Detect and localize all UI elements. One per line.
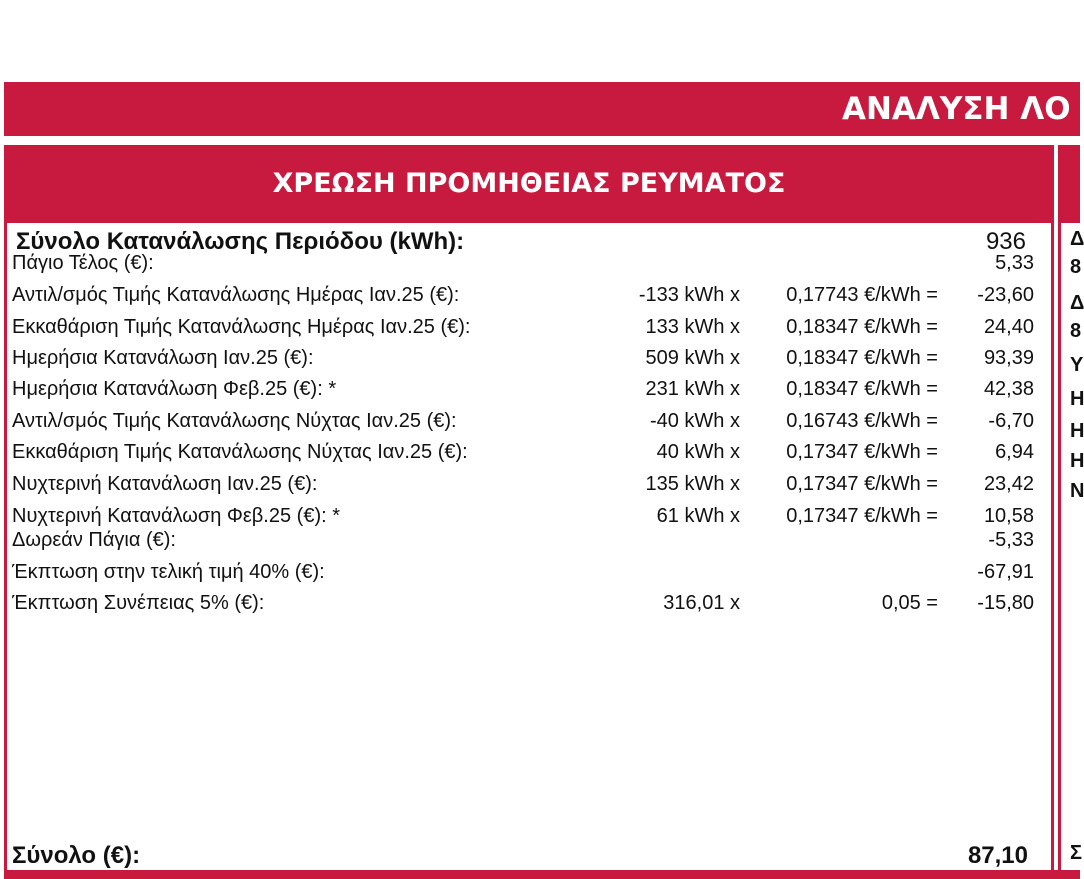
charge-amount: 6,94: [995, 441, 1034, 463]
clipped-glyph: Σ: [1070, 842, 1083, 864]
charge-label: Δωρεάν Πάγια (€):: [12, 529, 176, 551]
clipped-glyph: 8: [1070, 320, 1082, 342]
charge-rate: 0,17743 €/kWh =: [786, 284, 938, 306]
clipped-glyph: Δ: [1070, 228, 1084, 250]
charge-label: Νυχτερινή Κατανάλωση Φεβ.25 (€): *: [12, 505, 341, 527]
total-value: 87,10: [967, 842, 1028, 869]
page-title: ΑΝΑΛΥΣΗ ΛΟ: [842, 91, 1071, 127]
clipped-glyph: Υ: [1070, 354, 1084, 376]
charge-amount: 93,39: [983, 347, 1034, 369]
charge-amount: 23,42: [983, 473, 1034, 495]
section-header: ΧΡΕΩΣΗ ΠΡΟΜΗΘΕΙΑΣ ΡΕΥΜΑΤΟΣ: [4, 145, 1054, 223]
charge-label: Έκπτωση στην τελική τιμή 40% (€):: [12, 561, 325, 583]
charge-row: [0, 347, 1080, 375]
charge-amount: 42,38: [983, 378, 1034, 400]
charge-rate: 0,17347 €/kWh =: [786, 473, 938, 495]
charge-label: Αντιλ/σμός Τιμής Κατανάλωσης Νύχτας Ιαν.25 (€):: [12, 410, 457, 432]
charge-quantity: 61 kWh x: [656, 505, 740, 527]
charge-row: [0, 378, 1080, 406]
clipped-glyph: 8: [1070, 256, 1082, 278]
charge-row: [0, 529, 1080, 557]
charge-row: [0, 284, 1080, 312]
charge-amount: -15,80: [977, 592, 1034, 614]
total-row: [0, 842, 1083, 870]
charge-label: Εκκαθάριση Τιμής Κατανάλωσης Νύχτας Ιαν.25 (€):: [12, 441, 468, 463]
charge-amount: 10,58: [983, 505, 1034, 527]
charge-quantity: 133 kWh x: [645, 316, 740, 338]
charge-label: Έκπτωση Συνέπειας 5% (€):: [12, 592, 265, 614]
charge-rate: 0,18347 €/kWh =: [786, 378, 938, 400]
charge-quantity: -133 kWh x: [638, 284, 740, 306]
charge-label: Αντιλ/σμός Τιμής Κατανάλωσης Ημέρας Ιαν.25 (€):: [12, 284, 460, 306]
charge-quantity: 509 kWh x: [645, 347, 740, 369]
charge-rate: 0,05 =: [881, 592, 938, 614]
charge-amount: -6,70: [988, 410, 1034, 432]
clipped-glyph: Η: [1070, 420, 1084, 442]
charge-amount: -5,33: [988, 529, 1034, 551]
charge-rate: 0,18347 €/kWh =: [786, 316, 938, 338]
charge-label: Ημερήσια Κατανάλωση Ιαν.25 (€):: [12, 347, 314, 369]
charge-quantity: 231 kWh x: [645, 378, 740, 400]
right-column-header: [1058, 145, 1080, 223]
charge-label: Εκκαθάριση Τιμής Κατανάλωσης Ημέρας Ιαν.25 (€):: [12, 316, 471, 338]
charge-quantity: 40 kWh x: [656, 441, 740, 463]
charge-row: [0, 410, 1080, 438]
summary-value: 936: [985, 228, 1026, 255]
charge-row: [0, 441, 1080, 469]
charge-row: [0, 252, 1080, 280]
charge-rate: 0,16743 €/kWh =: [786, 410, 938, 432]
charge-quantity: 316,01 x: [663, 592, 740, 614]
charge-amount: -23,60: [977, 284, 1034, 306]
charge-quantity: 135 kWh x: [645, 473, 740, 495]
charge-amount: 24,40: [983, 316, 1034, 338]
charge-rate: 0,17347 €/kWh =: [786, 441, 938, 463]
charge-row: [0, 592, 1080, 620]
charge-label: Πάγιο Τέλος (€):: [12, 252, 154, 274]
charge-label: Ημερήσια Κατανάλωση Φεβ.25 (€): *: [12, 378, 337, 400]
charge-quantity: -40 kWh x: [649, 410, 740, 432]
charge-row: [0, 316, 1080, 344]
clipped-glyph: Δ: [1070, 292, 1084, 314]
total-label: Σύνολο (€):: [12, 842, 141, 869]
charge-label: Νυχτερινή Κατανάλωση Ιαν.25 (€):: [12, 473, 318, 495]
charge-amount: -67,91: [977, 561, 1034, 583]
bottom-rule: [4, 870, 1080, 879]
clipped-glyph: Η: [1070, 450, 1084, 472]
right-column-clipped-text: [1070, 228, 1084, 868]
clipped-glyph: Ν: [1070, 480, 1084, 502]
charge-row: [0, 473, 1080, 501]
summary-label: Σύνολο Κατανάλωσης Περιόδου (kWh):: [16, 228, 465, 255]
clipped-glyph: Η: [1070, 388, 1084, 410]
page-title-bar: [4, 82, 1080, 136]
charge-amount: 5,33: [995, 252, 1034, 274]
charge-rate: 0,17347 €/kWh =: [786, 505, 938, 527]
charge-rate: 0,18347 €/kWh =: [786, 347, 938, 369]
charge-row: [0, 561, 1080, 589]
